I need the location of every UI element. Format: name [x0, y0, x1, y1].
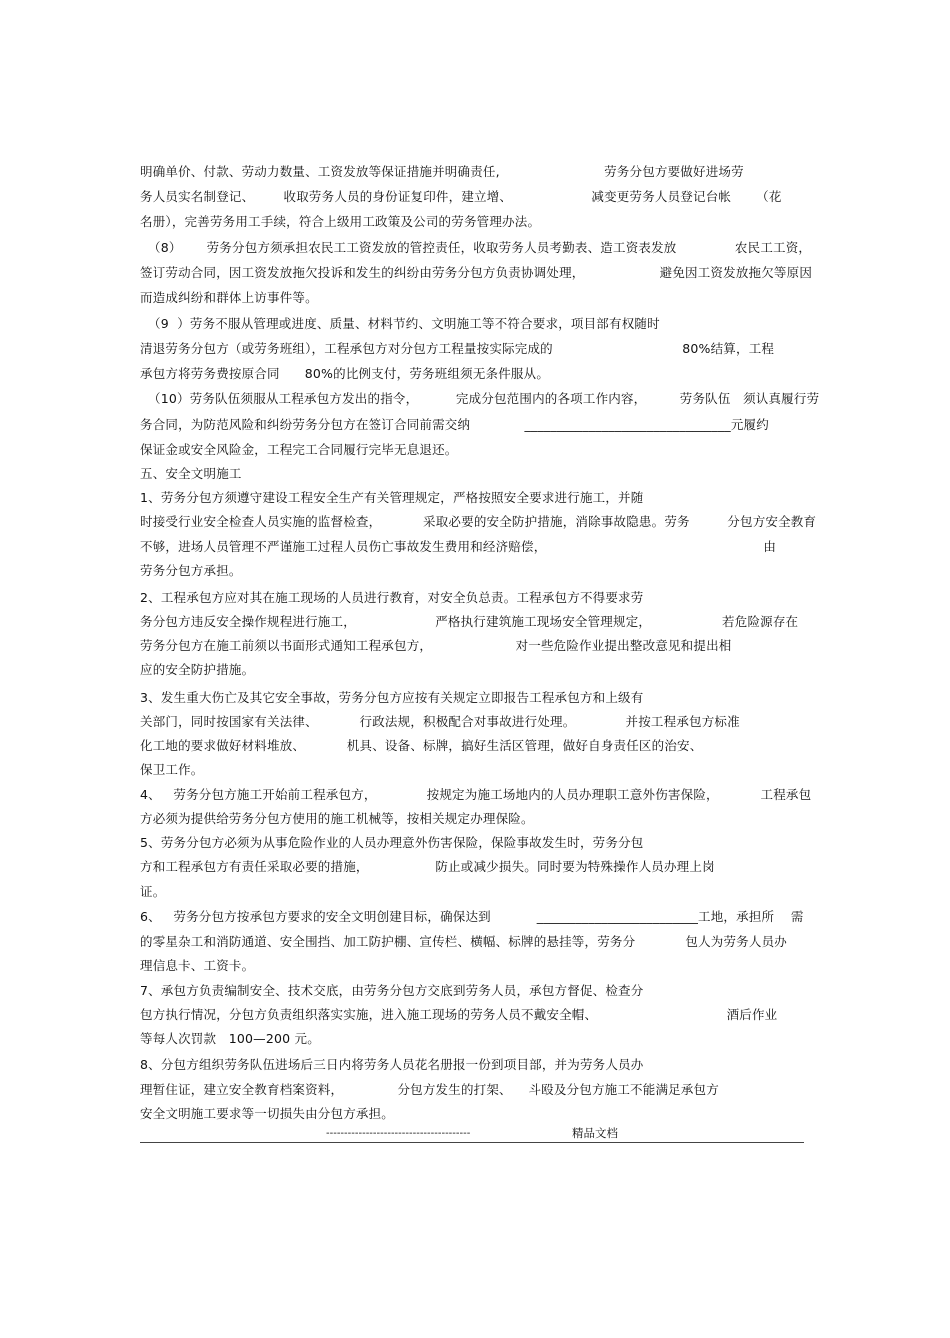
text-line: 务人员实名制登记、 收取劳务人员的身份证复印件，建立增、 减变更劳务人员登记台帐 （花 — [140, 189, 782, 204]
text-line: 化工地的要求做好材料堆放、 机具、设备、标牌，搞好生活区管理，做好自身责任区的治安、 — [140, 738, 703, 753]
text-line: 理暂住证，建立安全教育档案资料， 分包方发生的打架、 斗殴及分包方施工不能满足承包方 — [140, 1082, 719, 1097]
footer-label: 精品文档 — [572, 1126, 618, 1140]
text-line: 名册），完善劳务用工手续，符合上级用工政策及公司的劳务管理办法。 — [140, 214, 541, 229]
text-line: 1、劳务分包方须遵守建设工程安全生产有关管理规定，严格按照安全要求进行施工，并随 — [140, 490, 644, 505]
text-line: 劳务分包方在施工前须以书面形式通知工程承包方， 对一些危险作业提出整改意见和提出相 — [140, 638, 732, 653]
text-line: 安全文明施工要求等一切损失由分包方承担。 — [140, 1106, 395, 1121]
text-line: 包方执行情况，分包方负责组织落实实施，进入施工现场的劳务人员不戴安全帽、 酒后作业 — [140, 1007, 778, 1022]
footer-rule — [140, 1142, 804, 1143]
text-line: 证。 — [140, 884, 166, 899]
footer-dashes: ---------------------------------------- — [326, 1128, 471, 1139]
text-line: 等每人次罚款 100—200 元。 — [140, 1031, 320, 1046]
text-line: 明确单价、付款、劳动力数量、工资发放等保证措施并明确责任, 劳务分包方要做好进场劳 — [140, 164, 744, 179]
text-line: 的零星杂工和消防通道、安全围挡、加工防护棚、宣传栏、横幅、标牌的悬挂等，劳务分 包人为劳务人员办 — [140, 934, 787, 949]
text-line: 方必须为提供给劳务分包方使用的施工机械等，按相关规定办理保险。 — [140, 811, 534, 826]
text-line: 方和工程承包方有责任采取必要的措施， 防止或减少损失。同时要为特殊操作人员办理上岗 — [140, 859, 715, 874]
text-line: 保证金或安全风险金，工程完工合同履行完毕无息退还。 — [140, 442, 458, 457]
text-line: 5、劳务分包方必须为从事危险作业的人员办理意外伤害保险，保险事故发生时，劳务分包 — [140, 835, 644, 850]
text-line: 2、工程承包方应对其在施工现场的人员进行教育，对安全负总责。工程承包方不得要求劳 — [140, 590, 644, 605]
text-line: （8） 劳务分包方须承担农民工工资发放的管控责任，收取劳务人员考勤表、造工资表发放 农民工工资， — [148, 240, 812, 255]
text-line: 8、分包方组织劳务队伍进场后三日内将劳务人员花名册报一份到项目部，并为劳务人员办 — [140, 1057, 644, 1072]
text-line: 保卫工作。 — [140, 762, 204, 777]
text-line: 务分包方违反安全操作规程进行施工， 严格执行建筑施工现场安全管理规定， 若危险源存在 — [140, 614, 799, 629]
text-line: （9 ）劳务不服从管理或进度、质量、材料节约、文明施工等不符合要求，项目部有权随时 — [148, 316, 660, 331]
text-line: 劳务分包方承担。 — [140, 563, 242, 578]
text-line: 4、 劳务分包方施工开始前工程承包方， 按规定为施工场地内的人员办理职工意外伤害保险， 工程承包 — [140, 787, 812, 802]
text-line: 而造成纠纷和群体上访事件等。 — [140, 290, 318, 305]
text-line: 理信息卡、工资卡。 — [140, 958, 255, 973]
text-line: 务合同，为防范风险和纠纷劳务分包方在签订合同前需交纳 ________________________________元履约 — [140, 417, 769, 432]
section-heading: 五、安全文明施工 — [140, 466, 242, 481]
text-line: 应的安全防护措施。 — [140, 662, 255, 677]
text-line: 签订劳动合同，因工资发放拖欠投诉和发生的纠纷由劳务分包方负责协调处理， 避免因工资发放拖欠等原因 — [140, 265, 813, 280]
text-line: 清退劳务分包方（或劳务班组），工程承包方对分包方工程量按实际完成的 80%结算，工程 — [140, 341, 775, 356]
text-line: 7、承包方负责编制安全、技术交底，由劳务分包方交底到劳务人员，承包方督促、检查分 — [140, 983, 644, 998]
text-line: 关部门，同时按国家有关法律、 行政法规，积极配合对事故进行处理。 并按工程承包方标准 — [140, 714, 740, 729]
text-line: 不够，进场人员管理不严谨施工过程人员伤亡事故发生费用和经济赔偿， 由 — [140, 539, 777, 554]
text-line: 3、发生重大伤亡及其它安全事故，劳务分包方应按有关规定立即报告工程承包方和上级有 — [140, 690, 644, 705]
text-line: 时接受行业安全检查人员实施的监督检查， 采取必要的安全防护措施，消除事故隐患。劳务 分包方安全教育 — [140, 514, 817, 529]
text-line: （10）劳务队伍须服从工程承包方发出的指令， 完成分包范围内的各项工作内容， 劳务队伍 须认真履行劳 — [148, 391, 820, 406]
text-line: 承包方将劳务费按原合同 80%的比例支付，劳务班组须无条件服从。 — [140, 366, 550, 381]
text-line: 6、 劳务分包方按承包方要求的安全文明创建目标，确保达到 _________________________工地，承担所 需 — [140, 909, 804, 924]
